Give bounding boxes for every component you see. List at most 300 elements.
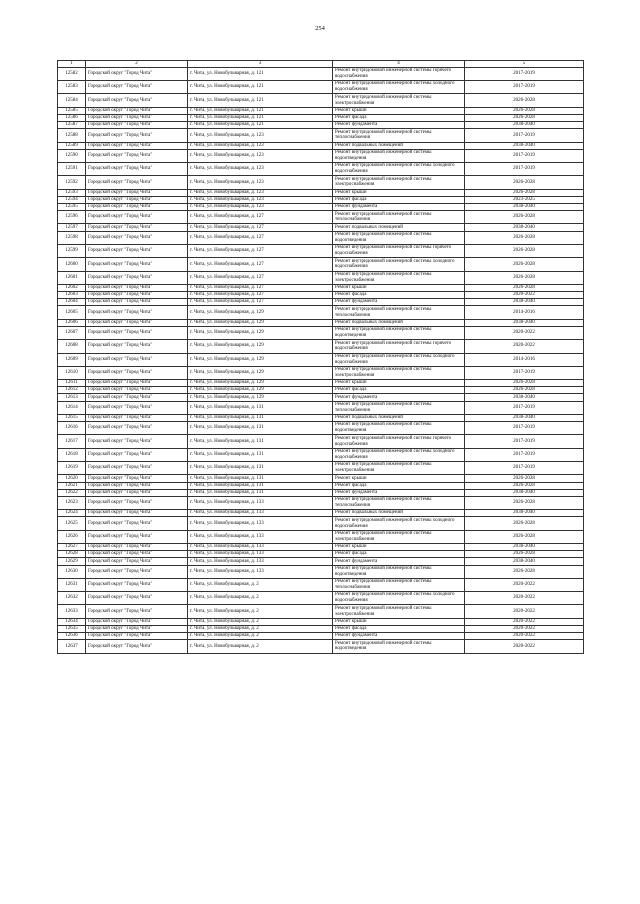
row-number-cell: 12600 bbox=[58, 258, 86, 271]
period-cell: 2038-2040 bbox=[465, 558, 584, 565]
work-type-cell: Ремонт внутридомовой инженерной системы холодного водоснабжения bbox=[333, 448, 465, 461]
address-cell: г. Чита, ул. Новобульварная, д. 131 bbox=[188, 489, 333, 496]
table-row bbox=[58, 558, 584, 565]
table-row bbox=[58, 204, 584, 211]
municipality-cell: Городской округ "Город Чита" bbox=[86, 244, 188, 257]
work-type-cell: Ремонт внутридомовой инженерной системы электроснабжения bbox=[333, 271, 465, 284]
table-row bbox=[58, 306, 584, 319]
work-type-cell: Ремонт фасада bbox=[333, 387, 465, 394]
row-number-cell: 12608 bbox=[58, 340, 86, 353]
municipality-cell: Городской округ "Город Чита" bbox=[86, 517, 188, 530]
row-number-cell: 12624 bbox=[58, 510, 86, 517]
municipality-cell: Городской округ "Город Чита" bbox=[86, 340, 188, 353]
table-row bbox=[58, 414, 584, 421]
work-type-cell: Ремонт фундамента bbox=[333, 204, 465, 211]
municipality-cell: Городской округ "Город Чита" bbox=[86, 142, 188, 149]
municipality-cell: Городской округ "Город Чита" bbox=[86, 129, 188, 142]
table-row bbox=[58, 129, 584, 142]
address-cell: г. Чита, ул. Новобульварная, д. 2 bbox=[188, 633, 333, 640]
address-cell: г. Чита, ул. Новобульварная, д. 121 bbox=[188, 107, 333, 114]
table-row bbox=[58, 326, 584, 339]
work-type-cell: Ремонт крыши bbox=[333, 543, 465, 550]
address-cell: г. Чита, ул. Новобульварная, д. 129 bbox=[188, 306, 333, 319]
address-cell: г. Чита, ул. Новобульварная, д. 133 bbox=[188, 543, 333, 550]
municipality-cell: Городской округ "Город Чита" bbox=[86, 435, 188, 448]
work-type-cell: Ремонт фундамента bbox=[333, 394, 465, 401]
table-row bbox=[58, 633, 584, 640]
table-row bbox=[58, 353, 584, 366]
municipality-cell: Городской округ "Город Чита" bbox=[86, 284, 188, 291]
column-header-2: 2 bbox=[86, 61, 188, 68]
row-number-cell: 12582 bbox=[58, 67, 86, 80]
table-row bbox=[58, 380, 584, 387]
period-cell: 2026-2028 bbox=[465, 107, 584, 114]
period-cell: 2023-2025 bbox=[465, 196, 584, 203]
period-cell: 2017-2019 bbox=[465, 163, 584, 176]
row-number-cell: 12632 bbox=[58, 592, 86, 605]
address-cell: г. Чита, ул. Новобульварная, д. 131 bbox=[188, 414, 333, 421]
row-number-cell: 12627 bbox=[58, 543, 86, 550]
period-cell: 2020-2022 bbox=[465, 640, 584, 653]
municipality-cell: Городской округ "Город Чита" bbox=[86, 176, 188, 189]
work-type-cell: Ремонт фундамента bbox=[333, 558, 465, 565]
address-cell: г. Чита, ул. Новобульварная, д. 121 bbox=[188, 122, 333, 129]
period-cell: 2020-2022 bbox=[465, 292, 584, 299]
work-type-cell: Ремонт внутридомовой инженерной системы водоотведения bbox=[333, 640, 465, 653]
period-cell: 2017-2019 bbox=[465, 366, 584, 379]
address-cell: г. Чита, ул. Новобульварная, д. 121 bbox=[188, 81, 333, 94]
table-row bbox=[58, 244, 584, 257]
address-cell: г. Чита, ул. Новобульварная, д. 133 bbox=[188, 530, 333, 543]
period-cell: 2026-2028 bbox=[465, 211, 584, 224]
table-row bbox=[58, 489, 584, 496]
row-number-cell: 12636 bbox=[58, 633, 86, 640]
row-number-cell: 12628 bbox=[58, 551, 86, 558]
work-type-cell: Ремонт внутридомовой инженерной системы холодного водоснабжения bbox=[333, 258, 465, 271]
row-number-cell: 12586 bbox=[58, 114, 86, 121]
work-type-cell: Ремонт фасада bbox=[333, 292, 465, 299]
work-type-cell: Ремонт фундамента bbox=[333, 122, 465, 129]
work-type-cell: Ремонт подвальных помещений bbox=[333, 414, 465, 421]
address-cell: г. Чита, ул. Новобульварная, д. 123 bbox=[188, 129, 333, 142]
row-number-cell: 12594 bbox=[58, 196, 86, 203]
period-cell: 2038-2040 bbox=[465, 122, 584, 129]
row-number-cell: 12625 bbox=[58, 517, 86, 530]
work-type-cell: Ремонт крыши bbox=[333, 107, 465, 114]
period-cell: 2026-2028 bbox=[465, 530, 584, 543]
address-cell: г. Чита, ул. Новобульварная, д. 131 bbox=[188, 422, 333, 435]
period-cell: 2017-2019 bbox=[465, 81, 584, 94]
period-cell: 2020-2022 bbox=[465, 625, 584, 632]
period-cell: 2026-2028 bbox=[465, 387, 584, 394]
municipality-cell: Городской округ "Город Чита" bbox=[86, 482, 188, 489]
table-row bbox=[58, 284, 584, 291]
period-cell: 2017-2019 bbox=[465, 67, 584, 80]
period-cell: 2026-2028 bbox=[465, 271, 584, 284]
row-number-cell: 12589 bbox=[58, 142, 86, 149]
row-number-cell: 12630 bbox=[58, 565, 86, 578]
period-cell: 2038-2040 bbox=[465, 543, 584, 550]
period-cell: 2020-2022 bbox=[465, 618, 584, 625]
row-number-cell: 12614 bbox=[58, 401, 86, 414]
period-cell: 2017-2019 bbox=[465, 462, 584, 475]
address-cell: г. Чита, ул. Новобульварная, д. 129 bbox=[188, 340, 333, 353]
address-cell: г. Чита, ул. Новобульварная, д. 131 bbox=[188, 475, 333, 482]
municipality-cell: Городской округ "Город Чита" bbox=[86, 551, 188, 558]
row-number-cell: 12631 bbox=[58, 578, 86, 591]
row-number-cell: 12602 bbox=[58, 284, 86, 291]
period-cell: 2038-2040 bbox=[465, 224, 584, 231]
address-cell: г. Чита, ул. Новобульварная, д. 123 bbox=[188, 204, 333, 211]
municipality-cell: Городской округ "Город Чита" bbox=[86, 489, 188, 496]
municipality-cell: Городской округ "Город Чита" bbox=[86, 299, 188, 306]
address-cell: г. Чита, ул. Новобульварная, д. 133 bbox=[188, 558, 333, 565]
row-number-cell: 12588 bbox=[58, 129, 86, 142]
column-header-5: 5 bbox=[465, 61, 584, 68]
period-cell: 2020-2022 bbox=[465, 340, 584, 353]
page-number: 254 bbox=[315, 25, 325, 32]
column-header-4: 4 bbox=[333, 61, 465, 68]
table-row bbox=[58, 448, 584, 461]
table-row bbox=[58, 435, 584, 448]
address-cell: г. Чита, ул. Новобульварная, д. 121 bbox=[188, 94, 333, 107]
municipality-cell: Городской округ "Город Чита" bbox=[86, 530, 188, 543]
table-row bbox=[58, 551, 584, 558]
work-type-cell: Ремонт крыши bbox=[333, 284, 465, 291]
table-row bbox=[58, 592, 584, 605]
table-row bbox=[58, 565, 584, 578]
work-type-cell: Ремонт внутридомовой инженерной системы теплоснабжения bbox=[333, 401, 465, 414]
row-number-cell: 12585 bbox=[58, 107, 86, 114]
row-number-cell: 12611 bbox=[58, 380, 86, 387]
table-row bbox=[58, 530, 584, 543]
work-type-cell: Ремонт крыши bbox=[333, 618, 465, 625]
row-number-cell: 12612 bbox=[58, 387, 86, 394]
municipality-cell: Городской округ "Город Чита" bbox=[86, 605, 188, 618]
row-number-cell: 12633 bbox=[58, 605, 86, 618]
address-cell: г. Чита, ул. Новобульварная, д. 123 bbox=[188, 142, 333, 149]
work-type-cell: Ремонт подвальных помещений bbox=[333, 319, 465, 326]
work-type-cell: Ремонт внутридомовой инженерной системы холодного водоснабжения bbox=[333, 592, 465, 605]
work-type-cell: Ремонт внутридомовой инженерной системы водоотведения bbox=[333, 149, 465, 162]
municipality-cell: Городской округ "Город Чита" bbox=[86, 149, 188, 162]
address-cell: г. Чита, ул. Новобульварная, д. 127 bbox=[188, 292, 333, 299]
work-type-cell: Ремонт фасада bbox=[333, 114, 465, 121]
table-row bbox=[58, 517, 584, 530]
row-number-cell: 12601 bbox=[58, 271, 86, 284]
address-cell: г. Чита, ул. Новобульварная, д. 2 bbox=[188, 592, 333, 605]
table-row bbox=[58, 299, 584, 306]
period-cell: 2038-2040 bbox=[465, 394, 584, 401]
period-cell: 2026-2028 bbox=[465, 482, 584, 489]
municipality-cell: Городской округ "Город Чита" bbox=[86, 292, 188, 299]
table-row bbox=[58, 163, 584, 176]
row-number-cell: 12617 bbox=[58, 435, 86, 448]
row-number-cell: 12595 bbox=[58, 204, 86, 211]
table-row bbox=[58, 605, 584, 618]
address-cell: г. Чита, ул. Новобульварная, д. 127 bbox=[188, 284, 333, 291]
address-cell: г. Чита, ул. Новобульварная, д. 131 bbox=[188, 435, 333, 448]
period-cell: 2038-2040 bbox=[465, 142, 584, 149]
work-type-cell: Ремонт фасада bbox=[333, 551, 465, 558]
municipality-cell: Городской округ "Город Чита" bbox=[86, 578, 188, 591]
address-cell: г. Чита, ул. Новобульварная, д. 129 bbox=[188, 394, 333, 401]
table-row bbox=[58, 122, 584, 129]
period-cell: 2026-2028 bbox=[465, 244, 584, 257]
capital-repair-table bbox=[57, 60, 584, 654]
municipality-cell: Городской округ "Город Чита" bbox=[86, 107, 188, 114]
address-cell: г. Чита, ул. Новобульварная, д. 127 bbox=[188, 224, 333, 231]
period-cell: 2026-2028 bbox=[465, 258, 584, 271]
address-cell: г. Чита, ул. Новобульварная, д. 131 bbox=[188, 401, 333, 414]
municipality-cell: Городской округ "Город Чита" bbox=[86, 414, 188, 421]
period-cell: 2026-2028 bbox=[465, 517, 584, 530]
table-row bbox=[58, 142, 584, 149]
period-cell: 2038-2040 bbox=[465, 204, 584, 211]
work-type-cell: Ремонт внутридомовой инженерной системы электроснабжения bbox=[333, 366, 465, 379]
municipality-cell: Городской округ "Город Чита" bbox=[86, 394, 188, 401]
row-number-cell: 12587 bbox=[58, 122, 86, 129]
municipality-cell: Городской округ "Город Чита" bbox=[86, 366, 188, 379]
work-type-cell: Ремонт внутридомовой инженерной системы холодного водоснабжения bbox=[333, 517, 465, 530]
address-cell: г. Чита, ул. Новобульварная, д. 123 bbox=[188, 189, 333, 196]
address-cell: г. Чита, ул. Новобульварная, д. 131 bbox=[188, 448, 333, 461]
period-cell: 2020-2022 bbox=[465, 605, 584, 618]
municipality-cell: Городской округ "Город Чита" bbox=[86, 326, 188, 339]
table-row bbox=[58, 258, 584, 271]
municipality-cell: Городской округ "Город Чита" bbox=[86, 592, 188, 605]
municipality-cell: Городской округ "Город Чита" bbox=[86, 114, 188, 121]
table-row bbox=[58, 543, 584, 550]
table-row bbox=[58, 401, 584, 414]
address-cell: г. Чита, ул. Новобульварная, д. 2 bbox=[188, 618, 333, 625]
row-number-cell: 12618 bbox=[58, 448, 86, 461]
row-number-cell: 12598 bbox=[58, 231, 86, 244]
row-number-cell: 12629 bbox=[58, 558, 86, 565]
column-header-1: 1 bbox=[58, 61, 86, 68]
table-row bbox=[58, 340, 584, 353]
work-type-cell: Ремонт внутридомовой инженерной системы электроснабжения bbox=[333, 462, 465, 475]
municipality-cell: Городской округ "Город Чита" bbox=[86, 231, 188, 244]
work-type-cell: Ремонт внутридомовой инженерной системы теплоснабжения bbox=[333, 211, 465, 224]
address-cell: г. Чита, ул. Новобульварная, д. 129 bbox=[188, 353, 333, 366]
work-type-cell: Ремонт внутридомовой инженерной системы теплоснабжения bbox=[333, 496, 465, 509]
table-row bbox=[58, 81, 584, 94]
table-row bbox=[58, 387, 584, 394]
period-cell: 2038-2040 bbox=[465, 489, 584, 496]
table-row bbox=[58, 618, 584, 625]
municipality-cell: Городской округ "Город Чита" bbox=[86, 67, 188, 80]
address-cell: г. Чита, ул. Новобульварная, д. 127 bbox=[188, 299, 333, 306]
work-type-cell: Ремонт внутридомовой инженерной системы водоотведения bbox=[333, 326, 465, 339]
municipality-cell: Городской округ "Город Чита" bbox=[86, 401, 188, 414]
address-cell: г. Чита, ул. Новобульварная, д. 133 bbox=[188, 496, 333, 509]
work-type-cell: Ремонт внутридомовой инженерной системы электроснабжения bbox=[333, 605, 465, 618]
work-type-cell: Ремонт внутридомовой инженерной системы электроснабжения bbox=[333, 530, 465, 543]
address-cell: г. Чита, ул. Новобульварная, д. 133 bbox=[188, 517, 333, 530]
municipality-cell: Городской округ "Город Чита" bbox=[86, 258, 188, 271]
table-row bbox=[58, 510, 584, 517]
row-number-cell: 12621 bbox=[58, 482, 86, 489]
row-number-cell: 12606 bbox=[58, 319, 86, 326]
period-cell: 2017-2019 bbox=[465, 401, 584, 414]
work-type-cell: Ремонт крыши bbox=[333, 189, 465, 196]
row-number-cell: 12616 bbox=[58, 422, 86, 435]
work-type-cell: Ремонт внутридомовой инженерной системы теплоснабжения bbox=[333, 578, 465, 591]
period-cell: 2026-2028 bbox=[465, 94, 584, 107]
work-type-cell: Ремонт крыши bbox=[333, 380, 465, 387]
municipality-cell: Городской округ "Город Чита" bbox=[86, 496, 188, 509]
period-cell: 2026-2028 bbox=[465, 189, 584, 196]
work-type-cell: Ремонт внутридомовой инженерной системы электроснабжения bbox=[333, 176, 465, 189]
address-cell: г. Чита, ул. Новобульварная, д. 127 bbox=[188, 244, 333, 257]
address-cell: г. Чита, ул. Новобульварная, д. 2 bbox=[188, 605, 333, 618]
work-type-cell: Ремонт фасада bbox=[333, 196, 465, 203]
address-cell: г. Чита, ул. Новобульварная, д. 131 bbox=[188, 482, 333, 489]
row-number-cell: 12626 bbox=[58, 530, 86, 543]
municipality-cell: Городской округ "Город Чита" bbox=[86, 422, 188, 435]
period-cell: 2017-2019 bbox=[465, 129, 584, 142]
period-cell: 2017-2019 bbox=[465, 422, 584, 435]
table-row bbox=[58, 422, 584, 435]
period-cell: 2038-2040 bbox=[465, 319, 584, 326]
address-cell: г. Чита, ул. Новобульварная, д. 129 bbox=[188, 380, 333, 387]
period-cell: 2017-2019 bbox=[465, 435, 584, 448]
municipality-cell: Городской округ "Город Чита" bbox=[86, 558, 188, 565]
municipality-cell: Городской округ "Город Чита" bbox=[86, 543, 188, 550]
work-type-cell: Ремонт внутридомовой инженерной системы холодного водоснабжения bbox=[333, 81, 465, 94]
period-cell: 2014-2016 bbox=[465, 306, 584, 319]
row-number-cell: 12603 bbox=[58, 292, 86, 299]
period-cell: 2020-2022 bbox=[465, 326, 584, 339]
municipality-cell: Городской округ "Город Чита" bbox=[86, 510, 188, 517]
table-row bbox=[58, 496, 584, 509]
row-number-cell: 12634 bbox=[58, 618, 86, 625]
period-cell: 2038-2040 bbox=[465, 414, 584, 421]
municipality-cell: Городской округ "Город Чита" bbox=[86, 387, 188, 394]
work-type-cell: Ремонт внутридомовой инженерной системы горячего водоснабжения bbox=[333, 67, 465, 80]
address-cell: г. Чита, ул. Новобульварная, д. 2 bbox=[188, 640, 333, 653]
row-number-cell: 12584 bbox=[58, 94, 86, 107]
municipality-cell: Городской округ "Город Чита" bbox=[86, 448, 188, 461]
address-cell: г. Чита, ул. Новобульварная, д. 123 bbox=[188, 149, 333, 162]
work-type-cell: Ремонт внутридомовой инженерной системы горячего водоснабжения bbox=[333, 340, 465, 353]
address-cell: г. Чита, ул. Новобульварная, д. 131 bbox=[188, 462, 333, 475]
work-type-cell: Ремонт внутридомовой инженерной системы электроснабжения bbox=[333, 94, 465, 107]
period-cell: 2017-2019 bbox=[465, 149, 584, 162]
row-number-cell: 12623 bbox=[58, 496, 86, 509]
municipality-cell: Городской округ "Город Чита" bbox=[86, 475, 188, 482]
table-row bbox=[58, 394, 584, 401]
table-row bbox=[58, 231, 584, 244]
municipality-cell: Городской округ "Город Чита" bbox=[86, 196, 188, 203]
work-type-cell: Ремонт фундамента bbox=[333, 633, 465, 640]
period-cell: 2026-2028 bbox=[465, 565, 584, 578]
period-cell: 2026-2028 bbox=[465, 475, 584, 482]
work-type-cell: Ремонт фасада bbox=[333, 625, 465, 632]
work-type-cell: Ремонт внутридомовой инженерной системы водоотведения bbox=[333, 231, 465, 244]
period-cell: 2026-2028 bbox=[465, 380, 584, 387]
period-cell: 2026-2028 bbox=[465, 496, 584, 509]
municipality-cell: Городской округ "Город Чита" bbox=[86, 211, 188, 224]
table-row bbox=[58, 176, 584, 189]
row-number-cell: 12599 bbox=[58, 244, 86, 257]
address-cell: г. Чита, ул. Новобульварная, д. 123 bbox=[188, 196, 333, 203]
address-cell: г. Чита, ул. Новобульварная, д. 133 bbox=[188, 551, 333, 558]
municipality-cell: Городской округ "Город Чита" bbox=[86, 633, 188, 640]
municipality-cell: Городской округ "Город Чита" bbox=[86, 625, 188, 632]
address-cell: г. Чита, ул. Новобульварная, д. 127 bbox=[188, 258, 333, 271]
address-cell: г. Чита, ул. Новобульварная, д. 127 bbox=[188, 211, 333, 224]
work-type-cell: Ремонт внутридомовой инженерной системы теплоснабжения bbox=[333, 129, 465, 142]
period-cell: 2026-2028 bbox=[465, 176, 584, 189]
period-cell: 2026-2028 bbox=[465, 231, 584, 244]
table-row bbox=[58, 625, 584, 632]
work-type-cell: Ремонт внутридомовой инженерной системы водоотведения bbox=[333, 422, 465, 435]
municipality-cell: Городской округ "Город Чита" bbox=[86, 163, 188, 176]
period-cell: 2038-2040 bbox=[465, 510, 584, 517]
municipality-cell: Городской округ "Город Чита" bbox=[86, 618, 188, 625]
municipality-cell: Городской округ "Город Чита" bbox=[86, 353, 188, 366]
municipality-cell: Городской округ "Город Чита" bbox=[86, 319, 188, 326]
work-type-cell: Ремонт внутридомовой инженерной системы горячего водоснабжения bbox=[333, 435, 465, 448]
row-number-cell: 12590 bbox=[58, 149, 86, 162]
row-number-cell: 12637 bbox=[58, 640, 86, 653]
period-cell: 2020-2022 bbox=[465, 578, 584, 591]
row-number-cell: 12592 bbox=[58, 176, 86, 189]
table-row bbox=[58, 475, 584, 482]
table-row bbox=[58, 94, 584, 107]
period-cell: 2026-2028 bbox=[465, 114, 584, 121]
column-header-row bbox=[58, 61, 584, 68]
work-type-cell: Ремонт внутридомовой инженерной системы теплоснабжения bbox=[333, 306, 465, 319]
address-cell: г. Чита, ул. Новобульварная, д. 133 bbox=[188, 565, 333, 578]
work-type-cell: Ремонт подвальных помещений bbox=[333, 224, 465, 231]
row-number-cell: 12620 bbox=[58, 475, 86, 482]
row-number-cell: 12613 bbox=[58, 394, 86, 401]
municipality-cell: Городской округ "Город Чита" bbox=[86, 189, 188, 196]
period-cell: 2026-2028 bbox=[465, 551, 584, 558]
table-row bbox=[58, 578, 584, 591]
row-number-cell: 12615 bbox=[58, 414, 86, 421]
address-cell: г. Чита, ул. Новобульварная, д. 121 bbox=[188, 67, 333, 80]
address-cell: г. Чита, ул. Новобульварная, д. 121 bbox=[188, 114, 333, 121]
municipality-cell: Городской округ "Город Чита" bbox=[86, 224, 188, 231]
row-number-cell: 12607 bbox=[58, 326, 86, 339]
table-row bbox=[58, 107, 584, 114]
work-type-cell: Ремонт внутридомовой инженерной системы водоотведения bbox=[333, 565, 465, 578]
municipality-cell: Городской округ "Город Чита" bbox=[86, 204, 188, 211]
row-number-cell: 12604 bbox=[58, 299, 86, 306]
municipality-cell: Городской округ "Город Чита" bbox=[86, 380, 188, 387]
work-type-cell: Ремонт фасада bbox=[333, 482, 465, 489]
period-cell: 2038-2040 bbox=[465, 299, 584, 306]
table-row bbox=[58, 211, 584, 224]
address-cell: г. Чита, ул. Новобульварная, д. 2 bbox=[188, 578, 333, 591]
period-cell: 2014-2016 bbox=[465, 353, 584, 366]
address-cell: г. Чита, ул. Новобульварная, д. 127 bbox=[188, 231, 333, 244]
work-type-cell: Ремонт внутридомовой инженерной системы холодного водоснабжения bbox=[333, 353, 465, 366]
municipality-cell: Городской округ "Город Чита" bbox=[86, 565, 188, 578]
work-type-cell: Ремонт фундамента bbox=[333, 489, 465, 496]
row-number-cell: 12622 bbox=[58, 489, 86, 496]
address-cell: г. Чита, ул. Новобульварная, д. 129 bbox=[188, 319, 333, 326]
row-number-cell: 12583 bbox=[58, 81, 86, 94]
row-number-cell: 12610 bbox=[58, 366, 86, 379]
address-cell: г. Чита, ул. Новобульварная, д. 123 bbox=[188, 176, 333, 189]
table-row bbox=[58, 114, 584, 121]
row-number-cell: 12609 bbox=[58, 353, 86, 366]
